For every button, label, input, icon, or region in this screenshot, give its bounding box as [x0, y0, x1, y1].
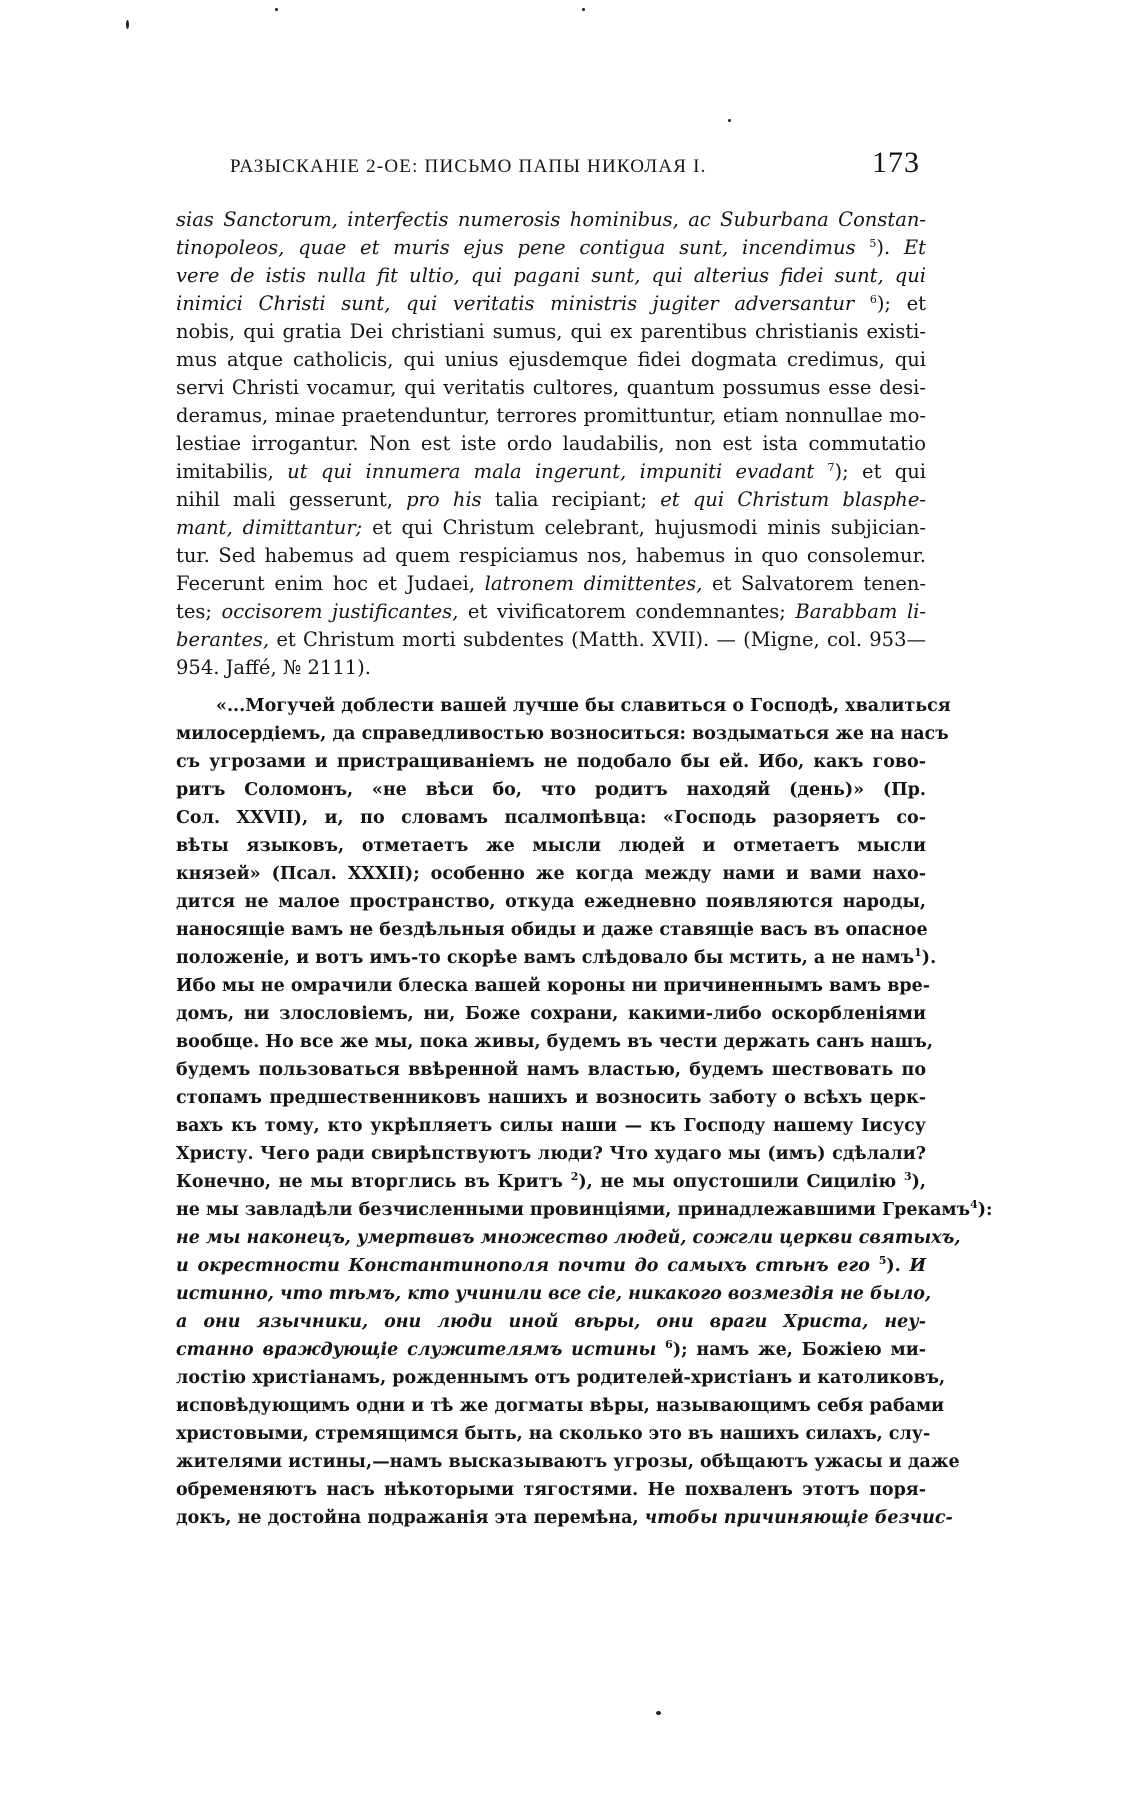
italic-text: inimici Christi sunt, qui veritatis ministris jugiter adversantur [176, 292, 870, 315]
latin-line [176, 430, 926, 458]
text-run: жителями истины,—намъ высказываютъ угрозы, обѣщаютъ ужасы и даже [176, 1452, 960, 1472]
latin-line [176, 570, 926, 598]
latin-line [176, 458, 926, 486]
footnote-ref: 4 [970, 1198, 978, 1211]
italic-text: sias Sanctorum, interfectis numerosis hominibus, ac Suburbana Constan- [176, 208, 926, 231]
latin-line [176, 206, 926, 234]
text-run: et qui Christum celebrant, hujusmodi minis subjician- [362, 516, 926, 539]
text-run: Ибо мы не омрачили блеска вашей короны ни причиненнымъ вамъ вре- [176, 976, 931, 996]
russian-line [176, 776, 926, 804]
text-run: nihil mali gesserunt, [176, 488, 407, 511]
russian-line [176, 804, 926, 832]
italic-text: pro his [406, 488, 482, 511]
russian-line [176, 944, 937, 972]
italic-text: tinopoleos, quae et muris ejus pene contigua sunt, incendimus [176, 236, 870, 259]
latin-line [176, 290, 926, 318]
text-run: 954. Jaffé, № 2111). [176, 656, 371, 679]
text-run: Fecerunt enim hoc et Judaei, [176, 572, 485, 595]
running-head: РАЗЫСКАНІЕ 2-ОЕ: ПИСЬМО ПАПЫ НИКОЛАЯ I. [230, 156, 707, 177]
latin-line [176, 262, 926, 290]
russian-line [176, 972, 931, 1000]
text-run: servi Christi vocamur, qui veritatis cultores, quantum possumus esse desi- [176, 376, 926, 399]
italic-text: и окрестности Константинополя почти до самыхъ стѣнъ его [176, 1256, 879, 1276]
italic-text: Barabbam li- [795, 600, 927, 623]
text-run: обременяютъ насъ нѣкоторыми тягостями. Не похваленъ этотъ поря- [176, 1480, 926, 1500]
footnote-ref: 1 [914, 946, 922, 959]
text-run: съ угрозами и пристращиваніемъ не подобало бы ей. Ибо, какъ гово- [176, 752, 926, 772]
text-run: talia recipiant; [481, 488, 661, 511]
russian-line [176, 1448, 960, 1476]
text-run: ), не мы опустошили Сицилію [578, 1172, 904, 1192]
russian-line [176, 1280, 932, 1308]
italic-text: чтобы причиняющіе безчис- [644, 1508, 953, 1528]
text-run: imitabilis, [176, 460, 288, 483]
text-run: исповѣдующимъ одни и тѣ же догматы вѣры, называющимъ себя рабами [176, 1396, 945, 1416]
russian-line [176, 888, 926, 916]
russian-translation [176, 692, 993, 1532]
text-run: ). [921, 948, 937, 968]
italic-text: vere de istis nulla fit ultio, qui pagani sunt, qui alterius fidei sunt, qui [176, 264, 926, 287]
footnote-ref: 7 [827, 461, 835, 474]
text-run: et Christum morti subdentes (Matth. XVII). — (Migne, col. 953— [269, 628, 926, 651]
text-run: tes; [176, 600, 222, 623]
russian-line [176, 1168, 926, 1196]
text-run: ): [977, 1200, 993, 1220]
italic-text: ut qui innumera mala ingerunt, impuniti evadant [287, 460, 828, 483]
russian-line [176, 1336, 926, 1364]
text-run: милосердіемъ, да справедливостью возноситься: воздыматься же на насъ [176, 724, 949, 744]
russian-line [176, 1392, 945, 1420]
scan-speck [582, 8, 585, 11]
text-run: лостію христіанамъ, рожденнымъ отъ родителей-христіанъ и католиковъ, [176, 1368, 946, 1388]
russian-line [176, 692, 951, 720]
russian-line [176, 1252, 926, 1280]
russian-line [176, 1000, 926, 1028]
latin-line [176, 514, 926, 542]
text-run: ). [886, 1256, 910, 1276]
text-run: Конечно, не мы вторглись въ Критъ [176, 1172, 571, 1192]
latin-quotation [176, 206, 926, 682]
text-run: lestiae irrogantur. Non est iste ordo laudabilis, non est ista commutatio [176, 432, 926, 455]
text-run: докъ, не достойна подражанія эта перемѣна, [176, 1508, 645, 1528]
latin-line [176, 234, 926, 262]
italic-text: станно враждующіе служителямъ истины [176, 1340, 666, 1360]
italic-text: berantes, [176, 628, 270, 651]
latin-line [176, 486, 926, 514]
text-run: дится не малое пространство, откуда ежедневно появляются народы, [176, 892, 926, 912]
latin-line [176, 626, 926, 654]
russian-line [176, 916, 926, 944]
text-run: Сол. XXVII), и, по словамъ псалмопѣвца: «Господь разоряетъ со- [176, 808, 926, 828]
text-run: будемъ пользоваться ввѣренной намъ властью, будемъ шествовать по [176, 1060, 926, 1080]
russian-line [176, 1420, 931, 1448]
latin-line [176, 654, 926, 682]
text-run: «...Могучей доблести вашей лучше бы славиться о Господѣ, хвалиться [216, 696, 951, 716]
latin-line [176, 374, 926, 402]
italic-text: истинно, что тѣмъ, кто учинили все сіе, никакого возмездія не было, [176, 1284, 932, 1304]
russian-line [176, 1364, 946, 1392]
russian-line [176, 1308, 926, 1336]
russian-line [176, 1196, 993, 1224]
latin-line [176, 346, 926, 374]
latin-line [176, 598, 926, 626]
text-run: et Salvatorem tenen- [702, 572, 927, 595]
text-run: вообще. Но все же мы, пока живы, будемъ въ чести держать санъ нашъ, [176, 1032, 933, 1052]
italic-text: не мы наконецъ, умертвивъ множество людей, сожгли церкви святыхъ, [176, 1228, 961, 1248]
footnote-ref: 6 [869, 293, 877, 306]
text-run: ). [876, 236, 891, 259]
page-body [176, 206, 993, 1532]
text-run: mus atque catholicis, qui unius ejusdemque fidei dogmata credimus, qui [176, 348, 926, 371]
page-header [230, 146, 920, 190]
text-run: вѣты языковъ, отметаетъ же мысли людей и отметаетъ мысли [176, 836, 926, 856]
russian-line [176, 1140, 926, 1168]
italic-text: et qui Christum blasphe- [660, 488, 926, 511]
latin-line [176, 402, 926, 430]
footnote-ref: 6 [665, 1338, 673, 1351]
text-run: Христу. Чего ради свирѣпствуютъ люди? Что худаго мы (имъ) сдѣлали? [176, 1144, 926, 1164]
russian-line [176, 1112, 926, 1140]
text-run: nobis, qui gratia Dei christiani sumus, qui ex parentibus christianis existi- [176, 320, 926, 343]
text-run: положеніе, и вотъ имъ-то скорѣе вамъ слѣдовало бы мстить, а не намъ [176, 948, 915, 968]
italic-text: occisorem justificantes, [221, 600, 459, 623]
italic-text: И [909, 1256, 926, 1276]
text-run: христовыми, стремящимся быть, на сколько это въ нашихъ силахъ, слу- [176, 1424, 931, 1444]
text-run: наносящіе вамъ не бездѣльныя обиды и даже ставящіе васъ въ опасное [176, 920, 928, 940]
russian-line [176, 1504, 953, 1532]
russian-line [176, 832, 926, 860]
footnote-ref: 3 [903, 1170, 912, 1183]
text-run: ); et [876, 292, 926, 315]
text-run: et vivificatorem condemnantes; [458, 600, 796, 623]
italic-text: latronem dimittentes, [484, 572, 703, 595]
footnote-ref: 5 [878, 1254, 887, 1267]
text-run: tur. Sed habemus ad quem respiciamus nos, habemus in quo consolemur. [176, 544, 926, 567]
russian-line [176, 1028, 933, 1056]
latin-line [176, 318, 926, 346]
text-run: князей» (Псал. XXXII); особенно же когда между нами и вами нахо- [176, 864, 926, 884]
text-run: ); et qui [834, 460, 927, 483]
russian-line [176, 720, 949, 748]
scan-speck [656, 1711, 661, 1715]
russian-line [176, 1056, 926, 1084]
scan-speck [275, 8, 278, 11]
russian-line [176, 748, 926, 776]
text-run: домъ, ни злословіемъ, ни, Боже сохрани, какими-либо оскорбленіями [176, 1004, 926, 1024]
text-run: ритъ Соломонъ, «не вѣси бо, что родитъ находяй (день)» (Пр. [176, 780, 926, 800]
text-run: вахъ къ тому, кто укрѣпляетъ силы наши — къ Господу нашему Іисусу [176, 1116, 926, 1136]
footnote-ref: 5 [869, 237, 877, 250]
text-run: ), [911, 1172, 927, 1192]
italic-text: Et [890, 236, 926, 259]
italic-text: mant, dimittantur; [176, 516, 363, 539]
russian-line [176, 1224, 961, 1252]
text-run: стопамъ предшественниковъ нашихъ и возносить заботу о всѣхъ церк- [176, 1088, 926, 1108]
scan-speck [126, 20, 129, 29]
russian-line [176, 860, 926, 888]
text-run: deramus, minae praetenduntur, terrores promittuntur, etiam nonnullae mo- [176, 404, 926, 427]
italic-text: а они язычники, они люди иной вѣры, они враги Христа, неу- [176, 1312, 926, 1332]
page-number: 173 [872, 146, 920, 179]
footnote-ref: 2 [570, 1170, 579, 1183]
russian-line [176, 1476, 926, 1504]
text-run: не мы завладѣли безчисленными провинціями, принадлежавшими Грекамъ [176, 1200, 971, 1220]
text-run: ); намъ же, Божіею ми- [672, 1340, 926, 1360]
latin-line [176, 542, 926, 570]
scan-speck [728, 119, 731, 122]
russian-line [176, 1084, 926, 1112]
